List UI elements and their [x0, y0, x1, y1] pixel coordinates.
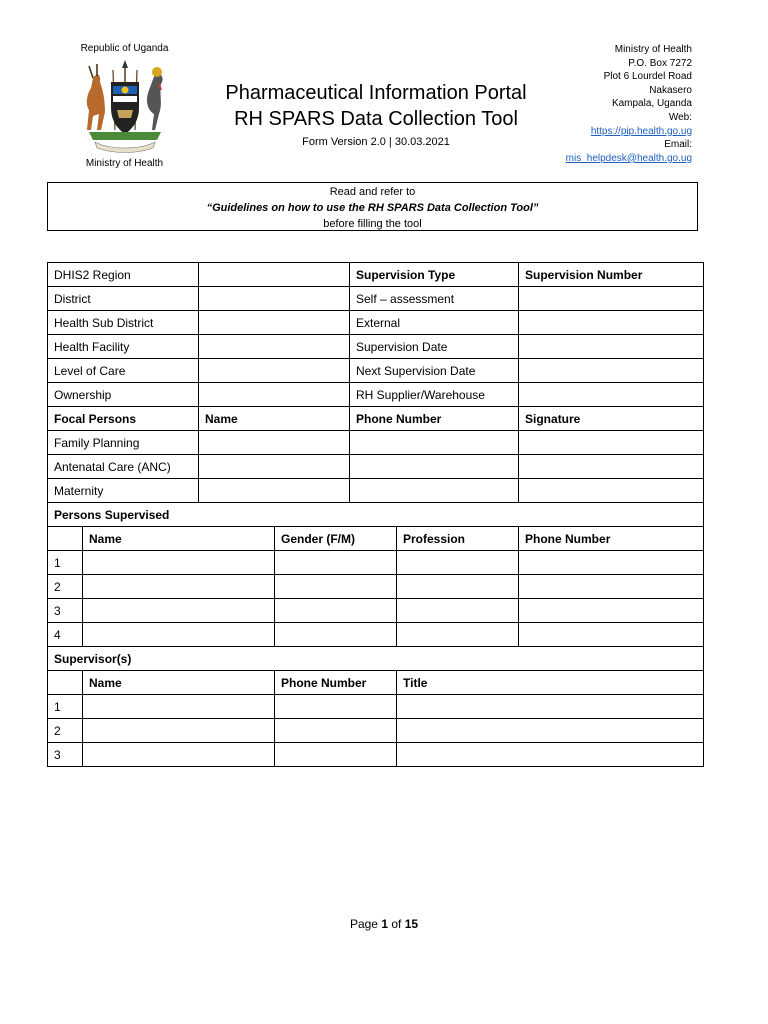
- input-cell[interactable]: [275, 719, 397, 743]
- focal-area-label: Antenatal Care (ANC): [48, 455, 199, 479]
- column-header: Gender (F/M): [275, 527, 397, 551]
- table-row: [48, 311, 704, 335]
- supervision-type-header: Supervision Type: [350, 263, 519, 287]
- table-row: [48, 479, 704, 503]
- info-label: Ownership: [48, 383, 199, 407]
- info-label: DHIS2 Region: [48, 263, 199, 287]
- notice-line3: before filling the tool: [323, 218, 422, 230]
- input-cell[interactable]: [397, 575, 519, 599]
- table-row: [48, 503, 704, 527]
- input-cell[interactable]: [519, 455, 704, 479]
- info-value-cell[interactable]: [519, 311, 704, 335]
- input-cell[interactable]: [199, 479, 350, 503]
- header-contact: [512, 43, 692, 165]
- table-row: [48, 359, 704, 383]
- republic-label: Republic of Uganda: [80, 43, 169, 54]
- info-value-cell[interactable]: [519, 287, 704, 311]
- info-value-cell[interactable]: [199, 335, 350, 359]
- input-cell[interactable]: [83, 743, 275, 767]
- contact-line: Nakasero: [649, 84, 692, 96]
- portal-title: Pharmaceutical Information Portal: [225, 82, 527, 104]
- input-cell[interactable]: [275, 695, 397, 719]
- input-cell[interactable]: [397, 623, 519, 647]
- table-row: [48, 383, 704, 407]
- page-word: Page: [349, 917, 378, 931]
- info-label: RH Supplier/Warehouse: [350, 383, 519, 407]
- table-row: [48, 695, 704, 719]
- input-cell[interactable]: [519, 575, 704, 599]
- persons-supervised-title: Persons Supervised: [48, 503, 704, 527]
- table-row: [48, 647, 704, 671]
- input-cell[interactable]: [350, 479, 519, 503]
- table-row: [48, 455, 704, 479]
- input-cell[interactable]: [83, 575, 275, 599]
- info-label: District: [48, 287, 199, 311]
- table-row: [48, 431, 704, 455]
- info-label: Supervision Date: [350, 335, 519, 359]
- web-link[interactable]: https://pip.health.go.ug: [590, 125, 692, 137]
- info-value-cell[interactable]: [199, 263, 350, 287]
- number-cell: [48, 527, 83, 551]
- supervisors-title: Supervisor(s): [48, 647, 704, 671]
- input-cell[interactable]: [350, 431, 519, 455]
- table-row: [48, 407, 704, 431]
- info-value-cell[interactable]: [199, 311, 350, 335]
- focal-persons-header: Focal Persons: [48, 407, 199, 431]
- supervision-number-header: Supervision Number: [519, 263, 704, 287]
- column-header: Phone Number: [350, 407, 519, 431]
- info-label: Health Facility: [48, 335, 199, 359]
- table-row: [48, 743, 704, 767]
- focal-area-label: Maternity: [48, 479, 199, 503]
- info-label: Level of Care: [48, 359, 199, 383]
- focal-area-label: Family Planning: [48, 431, 199, 455]
- of-word: of: [391, 917, 402, 931]
- row-number: 2: [48, 719, 83, 743]
- info-value-cell[interactable]: [519, 383, 704, 407]
- header-center: [196, 80, 556, 150]
- input-cell[interactable]: [519, 551, 704, 575]
- contact-line: Ministry of Health: [614, 44, 692, 55]
- input-cell[interactable]: [83, 599, 275, 623]
- table-row: [48, 287, 704, 311]
- input-cell[interactable]: [519, 623, 704, 647]
- contact-line: Web:: [668, 111, 692, 123]
- header-left: [62, 43, 187, 169]
- input-cell[interactable]: [83, 719, 275, 743]
- input-cell[interactable]: [275, 599, 397, 623]
- table-row: [48, 527, 704, 551]
- notice-line1: Read and refer to: [329, 186, 416, 198]
- number-cell: [48, 671, 83, 695]
- input-cell[interactable]: [397, 551, 519, 575]
- table-row: [48, 719, 704, 743]
- input-cell[interactable]: [199, 455, 350, 479]
- input-cell[interactable]: [275, 623, 397, 647]
- column-header: Phone Number: [519, 527, 704, 551]
- tool-title: RH SPARS Data Collection Tool: [234, 108, 518, 130]
- input-cell[interactable]: [519, 431, 704, 455]
- input-cell[interactable]: [83, 623, 275, 647]
- input-cell[interactable]: [199, 431, 350, 455]
- input-cell[interactable]: [397, 695, 704, 719]
- page-footer: [0, 917, 768, 931]
- row-number: 2: [48, 575, 83, 599]
- input-cell[interactable]: [519, 479, 704, 503]
- contact-line: Plot 6 Lourdel Road: [603, 71, 692, 83]
- row-number: 1: [48, 551, 83, 575]
- input-cell[interactable]: [83, 695, 275, 719]
- page-number: 1: [381, 917, 388, 931]
- column-header: Title: [397, 671, 704, 695]
- input-cell[interactable]: [83, 551, 275, 575]
- info-label: Health Sub District: [48, 311, 199, 335]
- column-header: Name: [83, 671, 275, 695]
- row-number: 3: [48, 599, 83, 623]
- ministry-label: Ministry of Health: [85, 158, 164, 169]
- input-cell[interactable]: [275, 575, 397, 599]
- column-header: Phone Number: [275, 671, 397, 695]
- column-header: Signature: [519, 407, 704, 431]
- table-row: [48, 335, 704, 359]
- page-total: 15: [404, 917, 419, 931]
- table-row: [48, 623, 704, 647]
- info-value-cell[interactable]: [199, 287, 350, 311]
- table-row: [48, 671, 704, 695]
- input-cell[interactable]: [350, 455, 519, 479]
- input-cell[interactable]: [397, 599, 519, 623]
- input-cell[interactable]: [397, 719, 704, 743]
- table-row: [48, 551, 704, 575]
- info-value-cell[interactable]: [199, 359, 350, 383]
- input-cell[interactable]: [397, 743, 704, 767]
- input-cell[interactable]: [275, 551, 397, 575]
- row-number: 3: [48, 743, 83, 767]
- table-row: [48, 599, 704, 623]
- uganda-coat-of-arms-icon: [75, 60, 175, 154]
- info-value-cell[interactable]: [519, 359, 704, 383]
- column-header: Name: [83, 527, 275, 551]
- contact-line: Kampala, Uganda: [611, 98, 692, 110]
- guidelines-notice: [47, 182, 698, 231]
- info-value-cell[interactable]: [199, 383, 350, 407]
- column-header: Profession: [397, 527, 519, 551]
- contact-line: P.O. Box 7272: [628, 57, 692, 69]
- row-number: 4: [48, 623, 83, 647]
- info-value-cell[interactable]: [519, 335, 704, 359]
- data-collection-table: [47, 262, 704, 767]
- table-row: [48, 263, 704, 287]
- row-number: 1: [48, 695, 83, 719]
- email-link[interactable]: mis_helpdesk@health.go.ug: [565, 152, 692, 164]
- notice-guideline: “Guidelines on how to use the RH SPARS Data Collection Tool”: [206, 202, 539, 214]
- table-row: [48, 575, 704, 599]
- email-label: Email:: [664, 139, 692, 151]
- column-header: Name: [199, 407, 350, 431]
- input-cell[interactable]: [275, 743, 397, 767]
- info-label: Self – assessment: [350, 287, 519, 311]
- info-label: Next Supervision Date: [350, 359, 519, 383]
- input-cell[interactable]: [519, 599, 704, 623]
- info-label: External: [350, 311, 519, 335]
- form-version: Form Version 2.0 | 30.03.2021: [302, 136, 450, 148]
